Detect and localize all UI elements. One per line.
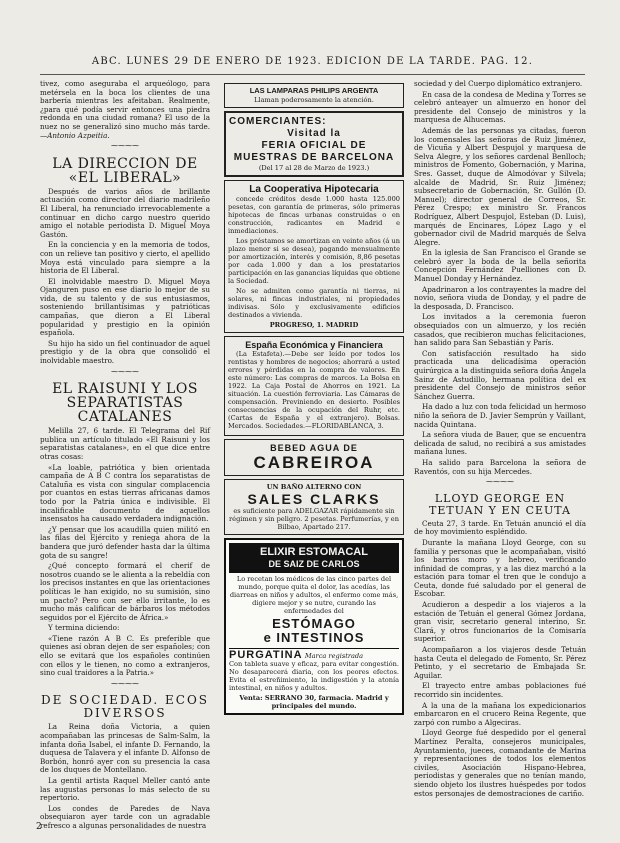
ad-cabreiroa bbox=[224, 439, 404, 476]
lloyd-article bbox=[414, 520, 586, 798]
divider: ⁓⁓⁓⁓ bbox=[111, 142, 139, 151]
ad-hipotecaria-address: PROGRESO, 1. MADRID bbox=[269, 320, 359, 329]
raisuni-article bbox=[40, 427, 210, 678]
paragraph: El inolvidable maestro D. Miguel Moya Ojanguren puso en ese diario lo mejor de su vida, de su talento y de sus entusiasmos, sosteniendo brillantísimas y patrióticas campañas, que dieron a El Liberal popularidad y prestigio en la opinión española. bbox=[40, 276, 210, 338]
headline-raisuni: EL RAISUNI Y LOS SEPARATISTAS CATALANES bbox=[52, 381, 198, 426]
ad-purgatina-text: Con tableta suave y eficaz, para evitar congestión. No desaparecerá diaria, con los peores efectos. Evita el estreñimiento, la indigestión y la atonía intestinal, en niños y adultos. bbox=[229, 660, 399, 693]
paragraph: En casa de la condesa de Medina y Torres se celebró anteayer un almuerzo en honor del presidente del Consejo de ministros y la marquesa de Alhucemas. bbox=[414, 89, 586, 125]
paragraph: Los condes de Paredes de Nava obsequiaron ayer tarde con un agradable refresco a algunas personalidades de nuestra bbox=[40, 803, 210, 830]
ad-purgatina bbox=[229, 648, 399, 693]
ad-espana-text: (La Estafeta).—Debe ser leído por todos los rentistas y hombres de negocios; ahorrará a usted errores y pérdidas en la compra de valores. En este número: Las compras de marcos. La Bolsa en 1922. La Caja Postal de Ahorros en 1921. La situación. La cuestión ferroviaria. Las Cámaras de compensación. Previniendo en desierto. Posibles consecuencias de la ocupación del Ruhr, etc. (Cartas de España y el extranjero). Bolsas. Mercados. Sociedades.—FLORIDABLANCA, 3. bbox=[228, 349, 400, 430]
ad-feria-line: Visitad la bbox=[287, 127, 341, 139]
paragraph: sociedad y del Cuerpo diplomático extranjero. bbox=[414, 79, 583, 88]
paragraph: ¿Y pensar que los acaudilla quien militó en las filas del Ejército y reniega ahora de la bandera que juró defender hasta dar la última gota de su sangre! bbox=[40, 524, 210, 560]
paragraph: Su hijo ha sido un fiel continuador de aquel prestigio y de la obra que consolidó el inolvidable maestro. bbox=[40, 338, 210, 366]
paragraph: No se admiten como garantía ni tierras, ni solares, ni fincas industriales, ni propiedades indivisas. Sólo y exclusivamente edificios destinados a vivienda. bbox=[228, 286, 400, 319]
headline-lloyd-george: LLOYD GEORGE EN TETUAN Y EN CEUTA bbox=[428, 491, 571, 517]
sociedad-article bbox=[40, 723, 210, 830]
ad-espana-economica bbox=[224, 336, 404, 436]
ad-elixir-band bbox=[229, 543, 399, 573]
ad-purgatina-name: PURGATINA bbox=[229, 648, 303, 661]
paragraph: A la una de la mañana los expedicionarios embarcaron en el crucero Reina Regente, que zarpó con rumbo a Algeciras. bbox=[414, 700, 586, 727]
page-mark: 2 bbox=[36, 822, 42, 832]
paragraph: La gentil artista Raquel Meller cantó ante las augustas personas lo más selecto de su repertorio. bbox=[40, 776, 210, 803]
ad-elixir-text: Lo recetan los médicos de las cinco partes del mundo, porque quita el dolor, las acedías, las diarreas en niños y adultos, el enfermo come más, digiere mejor y se nutre, curando las enfermedades del bbox=[229, 574, 399, 615]
column-left bbox=[40, 79, 210, 830]
paragraph: La señora viuda de Bauer, que se encuentra delicada de salud, no recibirá a sus amistades mañana lunes. bbox=[414, 430, 586, 457]
paragraph: «Tiene razón A B C. Es preferible que quienes así obran dejen de ser españoles; con ello se evitará que los españoles continúen con ellos y le tienen, no como a extranjeros, sino cual traidores a la Patria.» bbox=[40, 633, 210, 678]
paragraph: La Reina doña Victoria, a quien acompañaban las princesas de Salm-Salm, la infanta doña Isabel, el infante D. Fernando, la duquesa de Talavera y el infante D. Alfonso de Borbón, honró ayer con su presencia la casa de los duques de Montellano. bbox=[40, 722, 210, 775]
intro-text: tivez, como aseguraba el arqueólogo, para metérsela en la boca los clientes de una barbería mientras les afeitaban. Realmente, ¿para qué podía servir entonces una piedra redonda en una ciudad romana? El uso de la nuez no se generalizó sino mucho más tarde. bbox=[40, 79, 210, 131]
ad-elixir-intestinos: e INTESTINOS bbox=[263, 629, 365, 645]
paragraph: Después de varios años de brillante actuación como director del diario madrileño El Liberal, ha renunciado irrevocablemente a continuar en dicho cargo nuestro querido amigo el notable periodista D. Miguel Moya Gastón. bbox=[40, 186, 210, 239]
paragraph: ¿Qué concepto formará el cherif de nosotros cuando se le alienta a la rebeldía con los precisos instantes en que las orientaciones políticas le han exigido, no su sumisión, sino un pacto? Pero con ser ello irritante, lo es mucho más calificar de bárbaros los métodos seguidos por el Ejército de África.» bbox=[40, 561, 210, 622]
paragraph: concede créditos desde 1.000 hasta 125.000 pesetas, con garantía de primeras, sólo primeras hipotecas de fincas urbanas construidas o en construcción, radicantes en Madrid e inmediaciones. bbox=[228, 194, 400, 235]
column-ads bbox=[224, 80, 404, 825]
ad-feria-line: MUESTRAS DE BARCELONA bbox=[233, 151, 395, 163]
ad-sales-brand: SALES CLARKS bbox=[247, 490, 381, 507]
headline-liberal: LA DIRECCION DE «EL LIBERAL» bbox=[52, 155, 198, 186]
paragraph: Ceuta 27, 3 tarde. En Tetuán anunció el día de hoy movimiento espléndido. bbox=[414, 518, 586, 537]
ad-hipotecaria-title: La Cooperativa Hipotecaria bbox=[249, 183, 379, 195]
paragraph: «La loable, patriótica y bien orientada campaña de A B C contra los separatistas de Cataluña es vista con singular complacencia por cuantos en estas tierras africanas damos todo por la Patria única e indivisible. El incalificable documento de aquellos insensatos ha causado verdadera indignación. bbox=[40, 462, 210, 524]
column-right bbox=[414, 80, 586, 825]
ad-hipotecaria bbox=[224, 180, 404, 333]
paragraph: El trayecto entre ambas poblaciones fué recorrido sin incidentes. bbox=[414, 681, 586, 699]
ad-elixir bbox=[224, 538, 404, 716]
page-header: ABC. LUNES 29 DE ENERO DE 1923. EDICION DE LA TARDE. PAG. 12. bbox=[40, 56, 585, 75]
ad-elixir-subtitle: DE SAIZ DE CARLOS bbox=[268, 558, 360, 569]
paragraph: Los préstamos se amortizan en veinte años (á un plazo menor si se desea), pagando mensualmente por amortización, interés y comisión, 8,86 pesetas por cada 1.000 y dan a los prestatarios participación en las ganancias líquidas que obtiene la Sociedad. bbox=[228, 236, 400, 285]
paragraph: Y termina diciendo: bbox=[48, 623, 120, 633]
paragraph: Acompañaron a los viajeros desde Tetuán hasta Ceuta el delegado de Fomento, Sr. Pérez Petinto, y el secretario de Embajada Sr. Aguilar. bbox=[414, 645, 586, 680]
ad-espana-title: España Económica y Financiera bbox=[245, 339, 383, 350]
ad-purgatina-mark: Marca registrada bbox=[304, 651, 364, 660]
ad-sales-text: es suficiente para ADELGAZAR rápidamente sin régimen y sin peligro. 2 pesetas. Perfumerías, y en Bilbao, Apartado 217. bbox=[229, 506, 399, 531]
divider: ⁓⁓⁓⁓ bbox=[111, 367, 139, 376]
ad-elixir-venta: Venta: SERRANO 30, farmacia. Madrid y principales del mundo. bbox=[239, 694, 389, 711]
ad-cabreiroa-line: BEBED AGUA DE bbox=[270, 442, 358, 453]
paragraph: Lloyd George fué despedido por el general Martínez Peralta, consejeros municipales, Ayuntamiento, jueces, comandante de Marina y representaciones de todos los elementos civiles, Asociación Hispano-Hebrea, periodistas y generales que no tenían mando, siendo objeto los ilustres huéspedes por todos estos personajes de demostraciones de cariño. bbox=[414, 728, 586, 798]
paragraph: Ha dado a luz con toda felicidad un hermoso niño la señora de D. Javier Semprún y Vaillant, nacida Quintana. bbox=[414, 402, 586, 429]
ad-elixir-title: ELIXIR ESTOMACAL bbox=[260, 545, 368, 558]
ad-lamparas bbox=[224, 83, 404, 108]
ad-feria-dates: (Del 17 al 28 de Marzo de 1923.) bbox=[258, 163, 370, 172]
paragraph: Acudieron a despedir a los viajeros a la estación de Tetuán el general Gómez Jordana, gran visir, secretario general interino, Sr. Clará, y otros funcionarios de la Comisaría superior. bbox=[414, 600, 586, 644]
ad-lamparas-title: LAS LAMPARAS PHILIPS ARGENTA bbox=[249, 86, 379, 95]
ad-sales-top: UN BAÑO ALTERNO CON bbox=[266, 482, 362, 491]
paragraph: Apadrinaron a los contrayentes la madre del novio, señora viuda de Donday, y el padre de la desposada, D. Francisco. bbox=[414, 284, 586, 311]
liberal-article bbox=[40, 188, 210, 366]
headline-sociedad: DE SOCIEDAD. ECOS DIVERSOS bbox=[40, 693, 210, 721]
paragraph: Con satisfacción resultado ha sido practicada una delicadísima operación quirúrgica a la distinguida señora doña Ángela Sainz de Astudillo, hermana política del ex presidente del Consejo de ministros señor Sánchez Guerra. bbox=[414, 348, 586, 401]
ad-sales-clarks bbox=[224, 479, 404, 535]
intro-author: —Antonio Azpeitia. bbox=[40, 130, 110, 140]
paragraph: Además de las personas ya citadas, fueron los comensales las señoras de Ruiz Jiménez, de Vicuña y Albert Despujol y marquesa de Selva Alegre, y los señores cardenal Benlloch; ministros de Fomento, Gobernación, y Marina, Sres. Gasset, duque de Almodóvar y Silvela; alcalde de Madrid, Sr. Ruiz Jiménez; subsecretario de Gobernación, Sr. Gullón (D. Manuel); director general de Correos, Sr. Pérez Crespo; ex ministro Sr. Francos Rodríguez, Albert Despujol, Esteban (D. Luis), marqués de Encinares, López Lago y el gobernador civil de Madrid marqués de Selva Alegre. bbox=[414, 125, 586, 247]
divider: ⁓⁓⁓⁓ bbox=[486, 478, 514, 487]
sociedad-continued bbox=[414, 80, 586, 476]
ad-feria-line: COMERCIANTES: bbox=[229, 115, 327, 127]
article-intro bbox=[40, 80, 210, 140]
paragraph: En la conciencia y en la memoria de todos, con un relieve tan positivo y cierto, el apellido Moya está vinculado para siempre a la historia de El Liberal. bbox=[40, 240, 210, 276]
paragraph: Ha salido para Barcelona la señora de Raventós, con su hija Mercedes. bbox=[414, 457, 586, 476]
ad-elixir-estomago: ESTÓMAGO bbox=[272, 615, 356, 631]
paragraph: Los invitados a la ceremonia fueron obsequiados con un almuerzo, y los recién casados, que recibieron muchas felicitaciones, han salido para San Sebastián y París. bbox=[414, 312, 586, 348]
ad-feria bbox=[224, 111, 404, 177]
paragraph: En la iglesia de San Francisco el Grande se celebró ayer la boda de la bella señorita Concepción Fernández Puelliones con D. Manuel Donday y Hernández. bbox=[414, 248, 586, 284]
ad-cabreiroa-brand: CABREIROA bbox=[253, 452, 375, 472]
ad-lamparas-sub: Llaman poderosamente la atención. bbox=[254, 95, 374, 104]
paragraph: Durante la mañana Lloyd George, con su familia y personas que le acompañaban, visitó los barrios moro y hebreo, verificando infinidad de compras, y a las diez marchó a la estación para tomar el tren que le condujo a Ceuta, donde fué saludado por el general de Escobar. bbox=[414, 537, 586, 599]
divider: ⁓⁓⁓⁓ bbox=[111, 679, 139, 688]
ad-feria-line: FERIA OFICIAL DE bbox=[261, 139, 367, 151]
paragraph: Melilla 27, 6 tarde. El Telegrama del Rif publica un artículo titulado «El Raisuni y los separatistas catalanes», en el que dice entre otras cosas: bbox=[40, 426, 210, 461]
